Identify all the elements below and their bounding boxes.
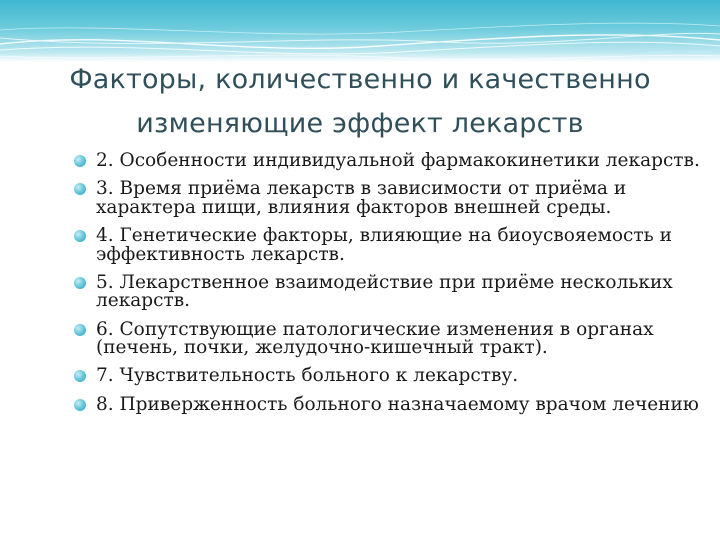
circle-bullet-icon bbox=[74, 399, 86, 411]
circle-bullet-icon bbox=[74, 230, 86, 242]
circle-bullet-icon bbox=[74, 370, 86, 382]
circle-bullet-icon bbox=[74, 155, 86, 167]
list-item-text: 5. Лекарственное взаимодействие при приёме нескольких лекарств. bbox=[96, 271, 673, 312]
list-item bbox=[74, 180, 704, 217]
circle-bullet-icon bbox=[74, 324, 86, 336]
list-item-text: 6. Сопутствующие патологические изменения в органах (печень, почки, желудочно-кишечный тракт). bbox=[96, 318, 654, 359]
list-item-text: 4. Генетические факторы, влияющие на биоусвояемость и эффективность лекарств. bbox=[96, 225, 672, 265]
list-item-text: 7. Чувствительность больного к лекарству. bbox=[96, 365, 519, 387]
list-item bbox=[74, 318, 704, 359]
list-item bbox=[74, 227, 704, 264]
list-item-text: 8. Приверженность больного назначаемому врачом лечению bbox=[96, 393, 699, 415]
list-item-text: 3. Время приёма лекарств в зависимости от приёма и характера пищи, влияния факторов внешней среды. bbox=[96, 178, 627, 218]
bullet-list bbox=[74, 152, 704, 424]
circle-bullet-icon bbox=[74, 183, 86, 195]
circle-bullet-icon bbox=[74, 277, 86, 289]
list-item-text: 2. Особенности индивидуальной фармакокинетики лекарств. bbox=[96, 150, 700, 171]
list-item bbox=[74, 393, 704, 415]
list-item bbox=[74, 367, 704, 386]
page-title: Факторы, количественно и качественно изменяющие эффект лекарств bbox=[69, 64, 651, 139]
list-item bbox=[74, 271, 704, 312]
list-item bbox=[74, 152, 704, 171]
